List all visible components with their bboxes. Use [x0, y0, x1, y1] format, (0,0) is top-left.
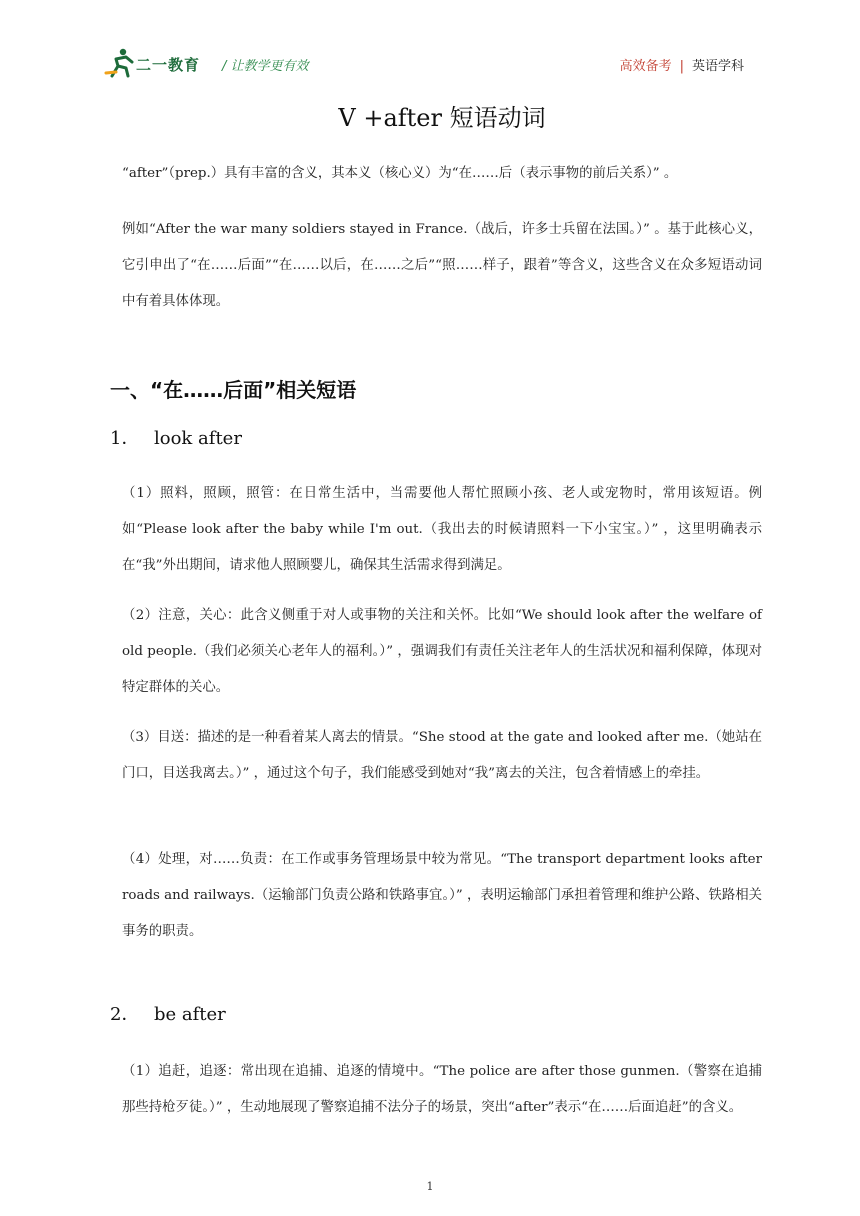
- intro-paragraph-2: 例如“After the war many soldiers stayed in France.（战后，许多士兵留在法国。）” 。基于此核心义，它引申出了“在……后面”“在……以后，在……之后”“照……样子，跟着”等含义，这些含义在众多短语动词中有着具体体现。: [122, 222, 762, 309]
- header-separator: |: [679, 59, 684, 74]
- phrase-heading-look-after: [110, 424, 242, 450]
- logo-text: 二一教育: [136, 56, 201, 74]
- header-tags: [620, 55, 744, 74]
- slogan: / 让教学更有效: [222, 59, 309, 74]
- page-number: 1: [426, 1180, 434, 1193]
- header-tag-exam: 高效备考: [619, 59, 672, 74]
- look-after-sense-2: （2）注意，关心：此含义侧重于对人或事物的关注和关怀。比如“We should look after the welfare of old people.（我们必须关心老年人的福利。）” ，强调我们有责任关注老年人的生活状况和福利保障，体现对特定群体的关心。: [122, 608, 762, 695]
- phrase-number: 2．: [110, 1004, 140, 1025]
- phrase-title: be after: [154, 1004, 226, 1025]
- phrase-number: 1．: [110, 428, 140, 449]
- look-after-sense-1: （1）照料，照顾，照管：在日常生活中，当需要他人帮忙照顾小孩、老人或宠物时，常用该短语。例如“Please look after the baby while I'm out.（我出去的时候请照料一下小宝宝。）” ，这里明确表示在“我”外出期间，请求他人照顾婴儿，确保其生活需求得到满足。: [122, 486, 762, 573]
- phrase-title: look after: [154, 428, 242, 449]
- look-after-sense-3: （3）目送：描述的是一种看着某人离去的情景。“She stood at the gate and looked after me.（她站在门口，目送我离去。）” ，通过这个句子，我们能感受到她对“我”离去的关注，包含着情感上的牵挂。: [122, 730, 762, 781]
- intro-paragraph-1: “after”（prep.）具有丰富的含义，其本义（核心义）为“在……后（表示事物的前后关系）” 。: [122, 166, 678, 181]
- phrase-heading-be-after: [110, 1000, 226, 1026]
- brand-logo: [104, 46, 214, 80]
- runner-icon: [104, 46, 138, 80]
- look-after-sense-4: （4）处理，对……负责：在工作或事务管理场景中较为常见。“The transport department looks after roads and railways.（运输部门负责公路和铁路事宜。）” ，表明运输部门承担着管理和维护公路、铁路相关事务的职责。: [122, 852, 762, 939]
- header-tag-subject: 英语学科: [691, 59, 744, 74]
- be-after-sense-1: （1）追赶，追逐：常出现在追捕、追逐的情境中。“The police are after those gunmen.（警察在追捕那些持枪歹徒。）” ，生动地展现了警察追捕不法分子的场景，突出“after”表示“在……后面追赶”的含义。: [122, 1064, 762, 1115]
- section-heading: 一、“在……后面”相关短语: [110, 378, 357, 402]
- page-header: [0, 0, 860, 90]
- page-title: V +after 短语动词: [338, 104, 546, 132]
